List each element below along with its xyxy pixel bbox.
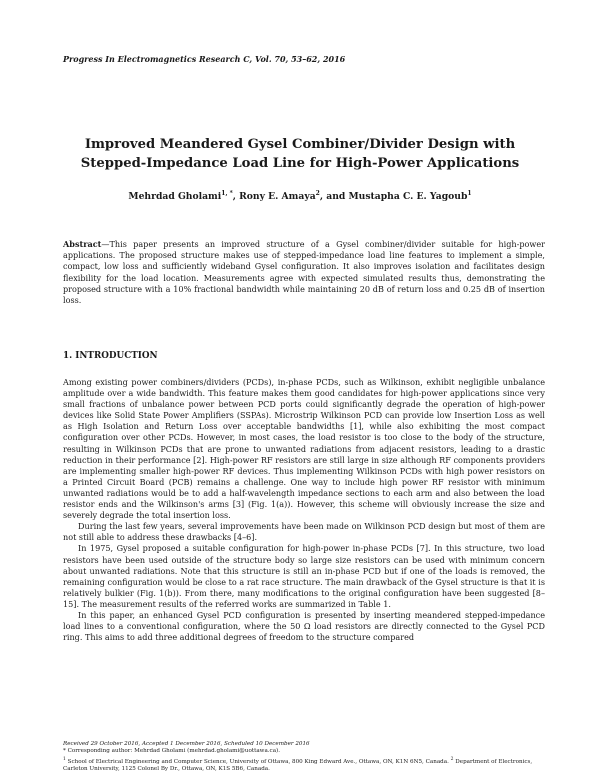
title-line-1: Improved Meandered Gysel Combiner/Divider Design with [84,137,516,152]
paragraph: In this paper, an enhanced Gysel PCD configuration is presented by inserting meandered stepped-impedance load lines to a conventional configuration, where the 50 Ω load resistors are directly connected to the Gysel PCD ring. This aims to add three additional degrees of freedom to the structure compared [63,609,545,643]
paragraph: In 1975, Gysel proposed a suitable configuration for high-power in-phase PCDs [7]. In this structure, two load resistors have been used outside of the structure body so large size resistors can be used with minimum concern about unwanted radiations. Note that this structure is still an in-phase PCD but if one of the loads is removed, the remaining configuration would be close to a rat race structure. The main drawback of the Gysel structure is that it is relatively bulkier (Fig. 1(b)). From there, many modifications to the original configuration have been suggested [8–15]. The measurement results of the referred works are summarized in Table 1. [63,543,545,609]
corresponding-author: * Corresponding author: Mehrdad Gholami (mehrdad.gholami@uottawa.ca). [63,748,280,755]
affiliation-2-mark: 2 [450,756,454,762]
author-2-affiliation: 2 [315,190,320,197]
abstract [63,239,545,306]
footnotes [63,741,545,773]
paper-title [60,135,540,173]
author-1-affiliation: 1, * [221,190,233,197]
author-3-affiliation: 1 [467,190,472,197]
affiliation-2: Department of Electronics, Carleton University, 1125 Colonel By Dr., Ottawa, ON, K1S 5B6, Canada. [63,758,533,772]
author-2: Rony E. Amaya [239,191,316,203]
affiliation-1: School of Electrical Engineering and Computer Science, University of Ottawa, 800 King Edward Ave., Ottawa, ON, K1N 6N5, Canada. [65,758,449,765]
affiliation-1-mark: 1 [63,756,66,762]
author-list [60,190,540,202]
body-text [63,377,545,643]
paragraph: Among existing power combiners/dividers (PCDs), in-phase PCDs, such as Wilkinson, exhibit negligible unbalance amplitude over a wide bandwidth. This feature makes them good candidates for high-power applications since very small fractions of unbalance power between PCD ports could significantly degrade the operation of high-power devices like Solid State Power Amplifiers (SSPAs). Microstrip Wilkinson PCD can provide low Insertion Loss as well as High Isolation and Return Loss over acceptable bandwidths [1], while also exhibiting the most compact configuration over other PCDs. However, in most cases, the load resistor is too close to the body of the structure, resulting in Wilkinson PCDs that are prone to unwanted radiations from adjacent resistors, leading to a drastic reduction in their performance [2]. High-power RF resistors are still large in size although RF components providers are implementing smaller high-power RF devices. Thus implementing Wilkinson PCDs with high power resistors on a Printed Circuit Board (PCB) remains a challenge. One way to include high power RF resistor with minimum unwanted radiations would be to add a half-wavelength impedance sections to each arm and also between the load resistor ends and the Wilkinson's arms [3] (Fig. 1(a)). However, this scheme will obviously increase the size and severely degrade the total insertion loss. [63,377,545,521]
paragraph: During the last few years, several improvements have been made on Wilkinson PCD design but most of them are not still able to address these drawbacks [4–6]. [63,521,545,543]
author-separator: , [232,191,240,203]
abstract-text: —This paper presents an improved structure of a Gysel combiner/divider suitable for high-power applications. The proposed structure makes use of stepped-impedance load line features to implement a simple, compact, low loss and sufficiently wideband Gysel configuration. It also improves isolation and facilitates design flexibility for the load location. Measurements agree with expected simulated results thus, demonstrating the proposed structure with a 10% fractional bandwidth while maintaining 20 dB of return loss and 0.25 dB of insertion loss. [63,239,545,306]
author-3: Mustapha C. E. Yagoub [348,191,468,203]
section-heading: 1. INTRODUCTION [63,351,158,361]
author-1: Mehrdad Gholami [128,191,222,203]
received-dates: Received 29 October 2016, Accepted 1 December 2016, Scheduled 10 December 2016 [63,741,310,747]
author-separator: , and [319,191,349,203]
affiliations [63,756,545,773]
title-line-2: Stepped-Impedance Load Line for High-Power Applications [80,156,520,171]
journal-header: Progress In Electromagnetics Research C, Vol. 70, 53–62, 2016 [63,54,346,64]
abstract-label: Abstract [63,239,102,249]
